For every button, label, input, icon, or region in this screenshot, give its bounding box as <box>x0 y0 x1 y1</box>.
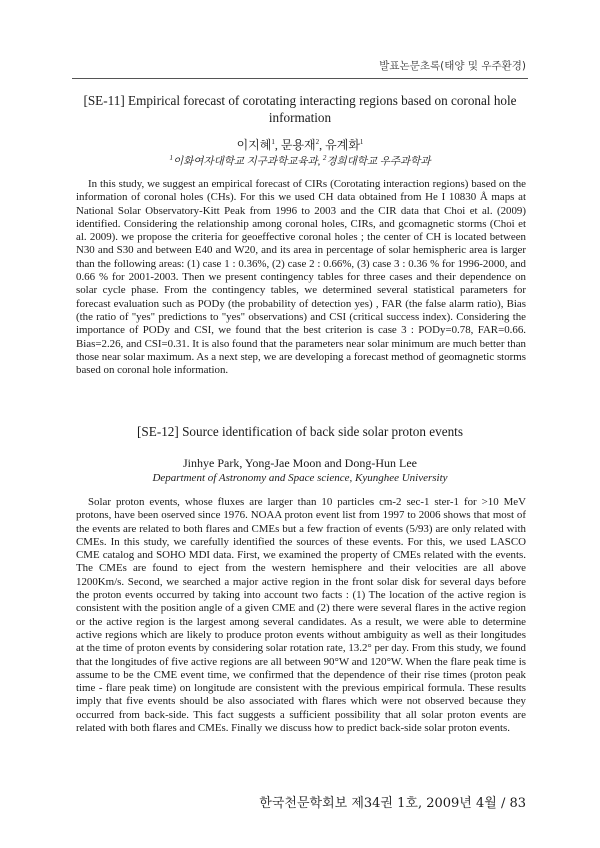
author-name: 문용재 <box>280 138 316 152</box>
author-name: 이지혜 <box>236 138 272 152</box>
abstract2-title: [SE-12] Source identification of back side solar proton events <box>137 424 463 439</box>
abstract1-authors: 이지혜$^1$, 문용재$^2$, 유계화$^1$ <box>236 138 364 152</box>
author-name: 유계화 <box>325 138 360 152</box>
affiliation-sup: 2 <box>322 154 327 162</box>
abstract1-body: In this study, we suggest an empirical forecast of CIRs (Corotating interaction regions) based on the information of coronal holes (CHs). For this we used CH data obtained from He I 10830 Å maps at National Solar Observatory-Kitt Peak from 1996 to 2003 and the CIR data that Choi et al. (2009) identified. Considering the relationship among coronal holes, CIRs, and gcomagnetic storms (Choi et al. 2009). we propose the criteria for geoeffective coronal holes ; the center of CH is located between N30 and S30 and between E40 and W20, and its area in percentage of solar hemispheric area is larger than the following areas: (1) case 1 : 0.36%, (2) case 2 : 0.66%, (3) case 3 : 0.36 % for 1996-2000, and 0.66 % for 2001-2003. Then we present contingency tables for three cases and their dependence on solar cycle phase. From the contingency tables, we determined several statistical parameters for forecast evaluation such as PODy (the probability of detection yes) , FAR (the false alarm ratio), Bias (the ratio of "yes" predictions to "yes" observations) and CSI (critical success index). Considering the importance of PODy and CSI, we found that the best criterion is case 3 : PODy=0.78, FAR=0.66. Bias=2.26, and CSI=0.31. It is also found that the parameters near solar minimum are much better than those near solar maximum. As a next step, we are developing a forecast method of geomagnetic storms based on coronal hole information. <box>76 178 526 377</box>
author-sup: 2 <box>315 138 320 146</box>
abstract1-title: [SE-11] Empirical forecast of corotating interacting regions based on coronal hole information <box>83 93 517 125</box>
abstract2-affiliation: Department of Astronomy and Space science, Kyunghee University <box>152 472 448 484</box>
author-sup: 1 <box>271 138 275 146</box>
author-sup: 1 <box>359 138 364 146</box>
abstract2-body: Solar proton events, whose fluxes are larger than 10 particles cm-2 sec-1 ster-1 for >10 MeV protons, have been oserved since 1976. NOAA proton event list from 1997 to 2006 shows that most of the events are related to both flares and CMEs but a few fraction of events (5/93) are only related with CMEs. In this study, we carefully identified the sources of these events. For this, we used LASCO CME catalog and SOHO MDI data. First, we examined the property of CMEs related with the events. The CMEs are found to eject from the western hemisphere and their velocities are all above 1200Km/s. Second, we searched a major active region in the front solar disk for several days before the proton events occurred by taking into account two facts : (1) The location of the active region is consistent with the position angle of a given CME and (2) there were several flares in the active region or the active region is the largest among several candidates. As a result, we were able to determine active regions which are likely to produce proton events without ambiguity as well as their longitudes at the time of proton events by considering solar rotation rate, 13.2° per day. From this study, we found that the longitudes of five active regions are all between 90°W and 120°W. When the flare peak time is assume to be the CME event time, we confirmed that the dependence of their rise times (proton peak time - flare peak time) on longitude are consistent with the previous empirical formula. These results imply that five events should be also associated with flares which were not observed because they occurred from back-side. This fact suggests a sufficient possibility that all solar proton events are related with both flares and CMEs. Finally we discuss how to predict back-side solar proton events. <box>76 496 526 735</box>
affiliation-sup: 1 <box>169 154 174 162</box>
header-divider <box>72 78 528 79</box>
page-footer: 한국천문학회보 제34권 1호, 2009년 4월 / 83 <box>259 796 526 811</box>
affiliation-text: 이화여자대학교 지구과학교육과 <box>173 156 318 168</box>
affiliation-text: 경희대학교 우주과학과 <box>326 156 431 168</box>
abstract1-affiliations: $^1$이화여자대학교 지구과학교육과, $^2$경희대학교 우주과학과 <box>169 154 431 168</box>
running-header: 발표논문초록(태양 및 우주환경) <box>379 60 526 72</box>
abstract2-authors: Jinhye Park, Yong-Jae Moon and Dong-Hun Lee <box>183 456 417 470</box>
